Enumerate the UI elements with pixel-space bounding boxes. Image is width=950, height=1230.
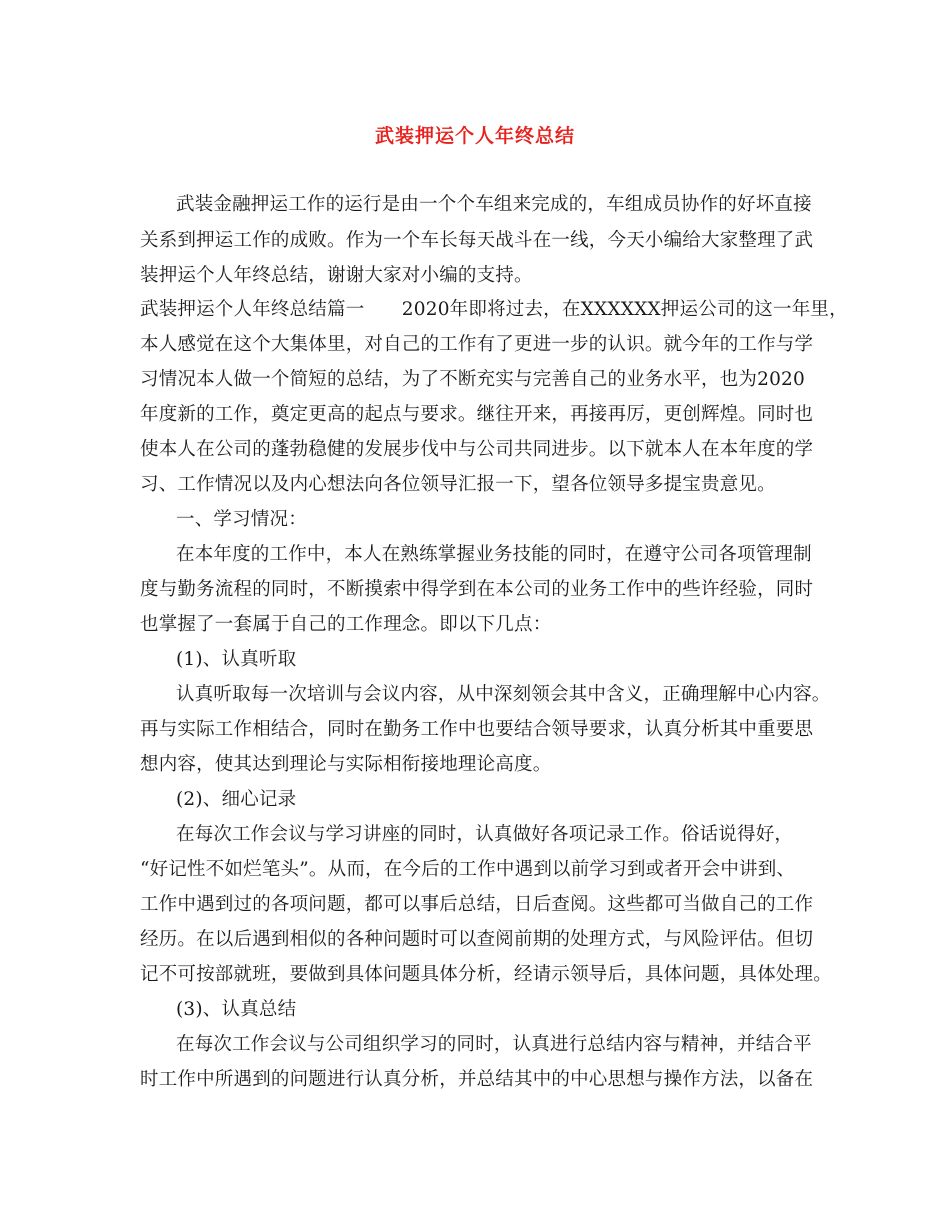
paragraph-line: 认真听取每一次培训与会议内容，从中深刻领会其中含义，正确理解中心内容。 [176,684,831,705]
paragraph-line: 在本年度的工作中，本人在熟练掌握业务技能的同时，在遵守公司各项管理制 [176,544,812,565]
paragraph-line: 再与实际工作相结合，同时在勤务工作中也要结合领导要求，认真分析其中重要思 [140,719,814,740]
paragraph-line: 武装金融押运工作的运行是由一个个车组来完成的，车组成员协作的好坏直接 [176,194,812,215]
paragraph-line: 工作中遇到过的各项问题，都可以事后总结，日后查阅。这些都可当做自己的工作 [140,894,814,915]
subsection-heading: (3)、认真总结 [176,999,297,1020]
paragraph-line: 本人感觉在这个大集体里，对自己的工作有了更进一步的认识。就今年的工作与学 [140,334,814,355]
paragraph-line: 经历。在以后遇到相似的各种问题时可以查阅前期的处理方式，与风险评估。但切 [140,929,814,950]
paragraph-line: 习情况本人做一个简短的总结，为了不断充实与完善自己的业务水平，也为2020 [140,369,805,390]
subsection-heading: (1)、认真听取 [176,649,297,670]
paragraph-line: 也掌握了一套属于自己的工作理念。即以下几点： [140,614,552,635]
paragraph-line: “好记性不如烂笔头”。从而，在今后的工作中遇到以前学习到或者开会中讲到、 [140,859,796,880]
paragraph-line: 使本人在公司的蓬勃稳健的发展步伐中与公司共同进步。以下就本人在本年度的学 [140,439,814,460]
subsection-heading: (2)、细心记录 [176,789,297,810]
paragraph-line: 记不可按部就班，要做到具体问题具体分析，经请示领导后，具体问题，具体处理。 [140,964,832,985]
paragraph-line: 时工作中所遇到的问题进行认真分析，并总结其中的中心思想与操作方法，以备在 [140,1069,814,1090]
paragraph-line: 度与勤务流程的同时，不断摸索中得学到在本公司的业务工作中的些许经验，同时 [140,579,814,600]
paragraph-line: 想内容，使其达到理论与实际相衔接地理论高度。 [140,754,552,775]
paragraph-line: 武装押运个人年终总结篇一 2020年即将过去，在XXXXXX押运公司的这一年里， [140,299,848,320]
paragraph-line: 关系到押运工作的成败。作为一个车长每天战斗在一线，今天小编给大家整理了武 [140,230,814,251]
paragraph-line: 习、工作情况以及内心想法向各位领导汇报一下，望各位领导多提宝贵意见。 [140,474,776,495]
paragraph-line: 在每次工作会议与学习讲座的同时，认真做好各项记录工作。俗话说得好， [176,824,794,845]
section-heading: 一、学习情况： [176,509,307,530]
paragraph-line: 在每次工作会议与公司组织学习的同时，认真进行总结内容与精神，并结合平 [176,1034,812,1055]
document-title: 武装押运个人年终总结 [374,125,575,147]
paragraph-line: 年度新的工作，奠定更高的起点与要求。继往开来，再接再厉，更创辉煌。同时也 [140,404,814,425]
paragraph-line: 装押运个人年终总结，谢谢大家对小编的支持。 [140,265,533,286]
